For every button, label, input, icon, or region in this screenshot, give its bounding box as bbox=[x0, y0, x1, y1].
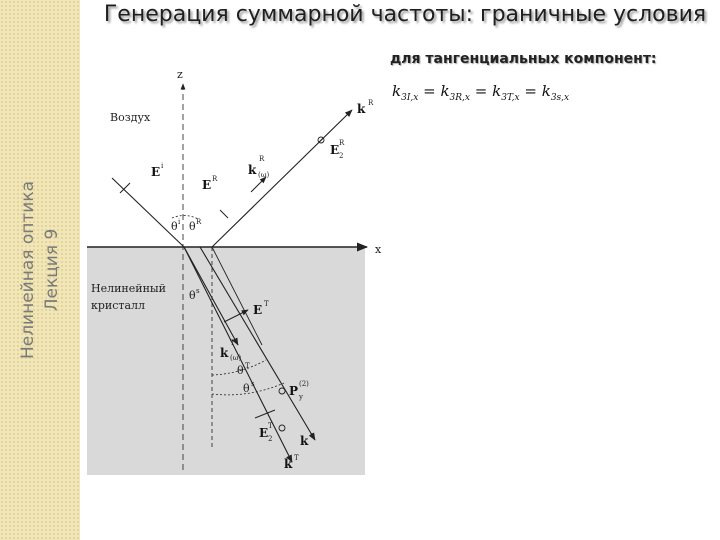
k-R-sup: R bbox=[368, 99, 374, 107]
k-omega-R-sup: R bbox=[259, 155, 265, 163]
incident-ray bbox=[112, 178, 184, 247]
k-s-label: k bbox=[300, 434, 309, 448]
k-omega-R-label: k bbox=[248, 163, 257, 177]
theta-R-label: θ bbox=[189, 220, 196, 233]
P-y-sub: y bbox=[299, 393, 303, 401]
incident-field-tick bbox=[120, 183, 130, 193]
angle-arc-top bbox=[172, 216, 198, 219]
eq-sub1: 3I,x bbox=[401, 93, 419, 103]
eq-k4: k bbox=[541, 82, 551, 100]
k-omega-T-sub: (ω) bbox=[230, 354, 242, 362]
E2-T-sup: T bbox=[268, 422, 273, 430]
k-T-sup: T bbox=[294, 454, 299, 462]
theta-T-sup: T bbox=[245, 362, 250, 370]
E-R-sup: R bbox=[212, 175, 218, 183]
k-R-label: k bbox=[357, 102, 366, 116]
E2-T-sub: 2 bbox=[268, 435, 273, 443]
theta-s-sup: s bbox=[251, 380, 255, 388]
slide-title: Генерация суммарной частоты: граничные условия bbox=[103, 2, 707, 27]
air-label: Воздух bbox=[110, 111, 151, 124]
z-axis-label: z bbox=[177, 68, 183, 81]
eq-k2: k bbox=[440, 82, 450, 100]
k-omega-T-label: k bbox=[220, 346, 229, 360]
crystal-label-2: кристалл bbox=[91, 299, 146, 312]
k-omega-R-arrow bbox=[251, 177, 266, 192]
E2-R-sub: 2 bbox=[339, 152, 344, 160]
eq-sign2: = bbox=[474, 82, 488, 100]
subtitle: для тангенциальных компонент: bbox=[390, 51, 657, 67]
theta-T-label: θ bbox=[237, 364, 244, 377]
k-omega-T-sup: T bbox=[230, 339, 235, 347]
E-T-label: E bbox=[253, 303, 263, 317]
eq-k1: k bbox=[392, 82, 402, 100]
eq-sub4: 3s,x bbox=[550, 93, 570, 103]
eq-sign1: = bbox=[423, 82, 436, 100]
theta-s-label: θ bbox=[243, 382, 250, 395]
reflected-ray bbox=[212, 110, 352, 247]
E-T-sup: T bbox=[264, 300, 269, 308]
E-i-sup: i bbox=[161, 162, 164, 170]
theta-R-sup: R bbox=[196, 218, 202, 226]
k-s-sup: s bbox=[310, 431, 314, 439]
course-name: Нелинейная оптика bbox=[18, 180, 38, 360]
E-i-label: E bbox=[151, 165, 161, 179]
eq-k3: k bbox=[492, 82, 502, 100]
E2-T-label: E bbox=[259, 426, 269, 440]
x-axis-label: x bbox=[375, 243, 382, 256]
k-T-label: k bbox=[284, 457, 293, 471]
E2-R-label: E bbox=[330, 143, 340, 157]
E2-R-sup: R bbox=[339, 139, 345, 147]
theta-i-sup: i bbox=[178, 218, 181, 226]
crystal-label-1: Нелинейный bbox=[91, 282, 167, 295]
P-y-label: P bbox=[289, 384, 299, 398]
E2R-symbol-slash bbox=[319, 138, 323, 142]
P-y-sup: (2) bbox=[299, 380, 309, 388]
lecture-number: Лекция 9 bbox=[42, 228, 62, 312]
eq-sub2: 3R,x bbox=[449, 93, 470, 103]
theta-s-top-sup: s bbox=[196, 287, 200, 295]
reflected-field-tick bbox=[220, 210, 228, 218]
k-omega-R-sub: (ω) bbox=[258, 171, 270, 179]
theta-i-label: θ bbox=[171, 220, 178, 233]
E-R-label: E bbox=[202, 178, 212, 192]
eq-sub3: 3T,x bbox=[501, 93, 520, 103]
theta-s-top-label: θ bbox=[189, 289, 196, 302]
eq-sign3: = bbox=[524, 82, 537, 100]
